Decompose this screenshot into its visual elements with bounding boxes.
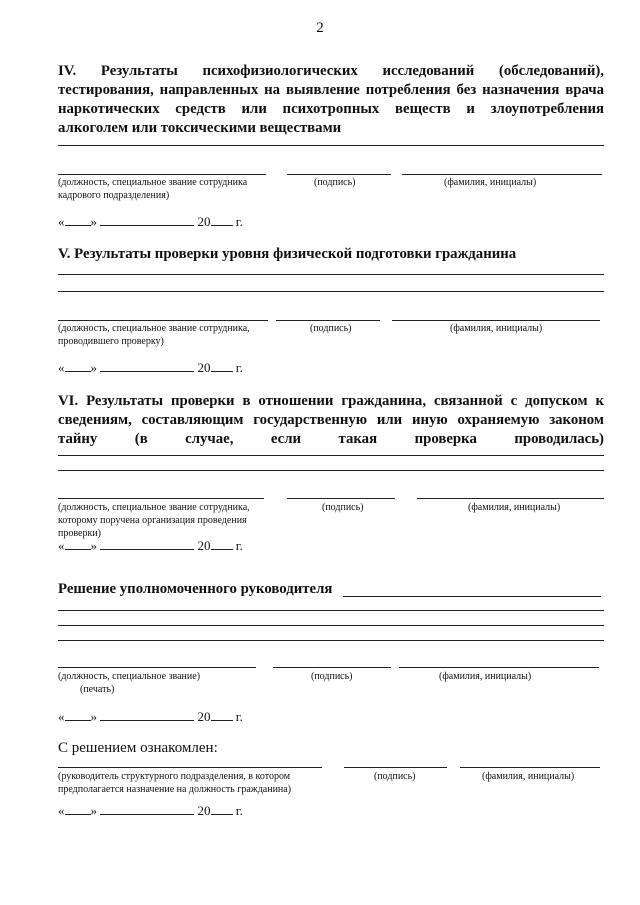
section-4-signature-caption: (подпись) (314, 177, 356, 188)
acknowledged-name-caption: (фамилия, инициалы) (482, 771, 575, 782)
section-4-position-caption: (должность, специальное звание сотрудника кадрового подразделения) (58, 177, 248, 201)
decision-position-line[interactable] (58, 667, 256, 668)
section-4-name-caption: (фамилия, инициалы) (444, 177, 537, 188)
section-5-date[interactable] (58, 360, 243, 376)
date-year-blank[interactable] (211, 709, 233, 721)
date-open-quote: « (58, 214, 65, 229)
date-day-blank[interactable] (65, 538, 91, 550)
date-close-quote: » (90, 709, 97, 724)
acknowledged-position-caption: (руководитель структурного подразделения, в котором предполагается назначение на должность гражданина) (58, 771, 292, 795)
date-year-suffix: г. (235, 214, 243, 229)
date-year-blank[interactable] (211, 360, 233, 372)
section-4-result-line[interactable] (58, 145, 604, 146)
acknowledged-signature-line[interactable] (344, 767, 447, 768)
page-number: 2 (316, 20, 324, 36)
acknowledged-name-line[interactable] (460, 767, 600, 768)
section-6-date[interactable] (58, 538, 243, 554)
decision-text-line-1[interactable] (58, 610, 604, 611)
date-year-suffix: г. (235, 803, 243, 818)
section-4-signature-line[interactable] (287, 174, 391, 175)
section-5-name-caption: (фамилия, инициалы) (450, 323, 543, 334)
section-4-name-line[interactable] (402, 174, 602, 175)
date-close-quote: » (90, 803, 97, 818)
decision-stamp-caption: (печать) (80, 684, 115, 695)
date-day-blank[interactable] (65, 214, 91, 226)
section-6-name-caption: (фамилия, инициалы) (468, 502, 561, 513)
decision-signature-caption: (подпись) (311, 671, 353, 682)
section-6-result-line-2[interactable] (58, 470, 604, 471)
date-year-blank[interactable] (211, 803, 233, 815)
section-5-result-line-2[interactable] (58, 291, 604, 292)
date-year-prefix: 20 (197, 538, 211, 553)
section-4-position-line[interactable] (58, 174, 266, 175)
section-5-position-line[interactable] (58, 320, 268, 321)
date-close-quote: » (90, 360, 97, 375)
decision-signature-line[interactable] (273, 667, 391, 668)
acknowledged-date[interactable] (58, 803, 243, 819)
section-6-name-line[interactable] (417, 498, 604, 499)
date-day-blank[interactable] (65, 360, 91, 372)
section-5-title: V. Результаты проверки уровня физической подготовки гражданина (58, 246, 517, 262)
section-4-date[interactable] (58, 214, 243, 230)
date-year-prefix: 20 (197, 709, 211, 724)
date-month-blank[interactable] (100, 214, 194, 226)
date-month-blank[interactable] (100, 709, 194, 721)
section-6-position-line[interactable] (58, 498, 264, 499)
date-day-blank[interactable] (65, 709, 91, 721)
date-open-quote: « (58, 803, 65, 818)
decision-name-line[interactable] (399, 667, 599, 668)
acknowledged-title: С решением ознакомлен: (58, 740, 218, 756)
date-year-suffix: г. (235, 709, 243, 724)
section-6-position-caption: (должность, специальное звание сотрудника, которому поручена организация проведения проверки) (58, 502, 250, 539)
section-4-title: IV. Результаты психофизиологических исследований (обследований), тестирования, направленных на выявление потребления без назначения врача наркотических средств или психотропных веществ и злоупотребления алкоголем или токсическими веществами (58, 63, 604, 136)
section-6-result-line-1[interactable] (58, 455, 604, 456)
date-year-prefix: 20 (197, 214, 211, 229)
section-5-position-caption: (должность, специальное звание сотрудника, проводившего проверку) (58, 323, 250, 347)
section-6-signature-line[interactable] (287, 498, 395, 499)
date-close-quote: » (90, 538, 97, 553)
section-6-signature-caption: (подпись) (322, 502, 364, 513)
decision-title: Решение уполномоченного руководителя (58, 581, 333, 597)
date-year-blank[interactable] (211, 214, 233, 226)
date-year-suffix: г. (235, 538, 243, 553)
date-open-quote: « (58, 538, 65, 553)
date-month-blank[interactable] (100, 803, 194, 815)
section-6-title: VI. Результаты проверки в отношении гражданина, связанной с допуском к сведениям, составляющим государственную или иную охраняемую законом тайну (в случае, если такая проверка проводилась) (58, 393, 604, 447)
date-month-blank[interactable] (100, 538, 194, 550)
date-year-blank[interactable] (211, 538, 233, 550)
acknowledged-signature-caption: (подпись) (374, 771, 416, 782)
section-5-signature-line[interactable] (276, 320, 380, 321)
date-year-prefix: 20 (197, 360, 211, 375)
date-close-quote: » (90, 214, 97, 229)
date-day-blank[interactable] (65, 803, 91, 815)
date-open-quote: « (58, 709, 65, 724)
section-5-result-line-1[interactable] (58, 274, 604, 275)
decision-name-caption: (фамилия, инициалы) (439, 671, 532, 682)
decision-text-line-2[interactable] (58, 625, 604, 626)
date-month-blank[interactable] (100, 360, 194, 372)
date-year-suffix: г. (235, 360, 243, 375)
decision-position-caption: (должность, специальное звание) (58, 671, 201, 682)
decision-manager-line[interactable] (343, 596, 601, 597)
date-year-prefix: 20 (197, 803, 211, 818)
acknowledged-position-line[interactable] (58, 767, 322, 768)
decision-text-line-3[interactable] (58, 640, 604, 641)
date-open-quote: « (58, 360, 65, 375)
section-5-signature-caption: (подпись) (310, 323, 352, 334)
section-5-name-line[interactable] (392, 320, 600, 321)
decision-date[interactable] (58, 709, 243, 725)
